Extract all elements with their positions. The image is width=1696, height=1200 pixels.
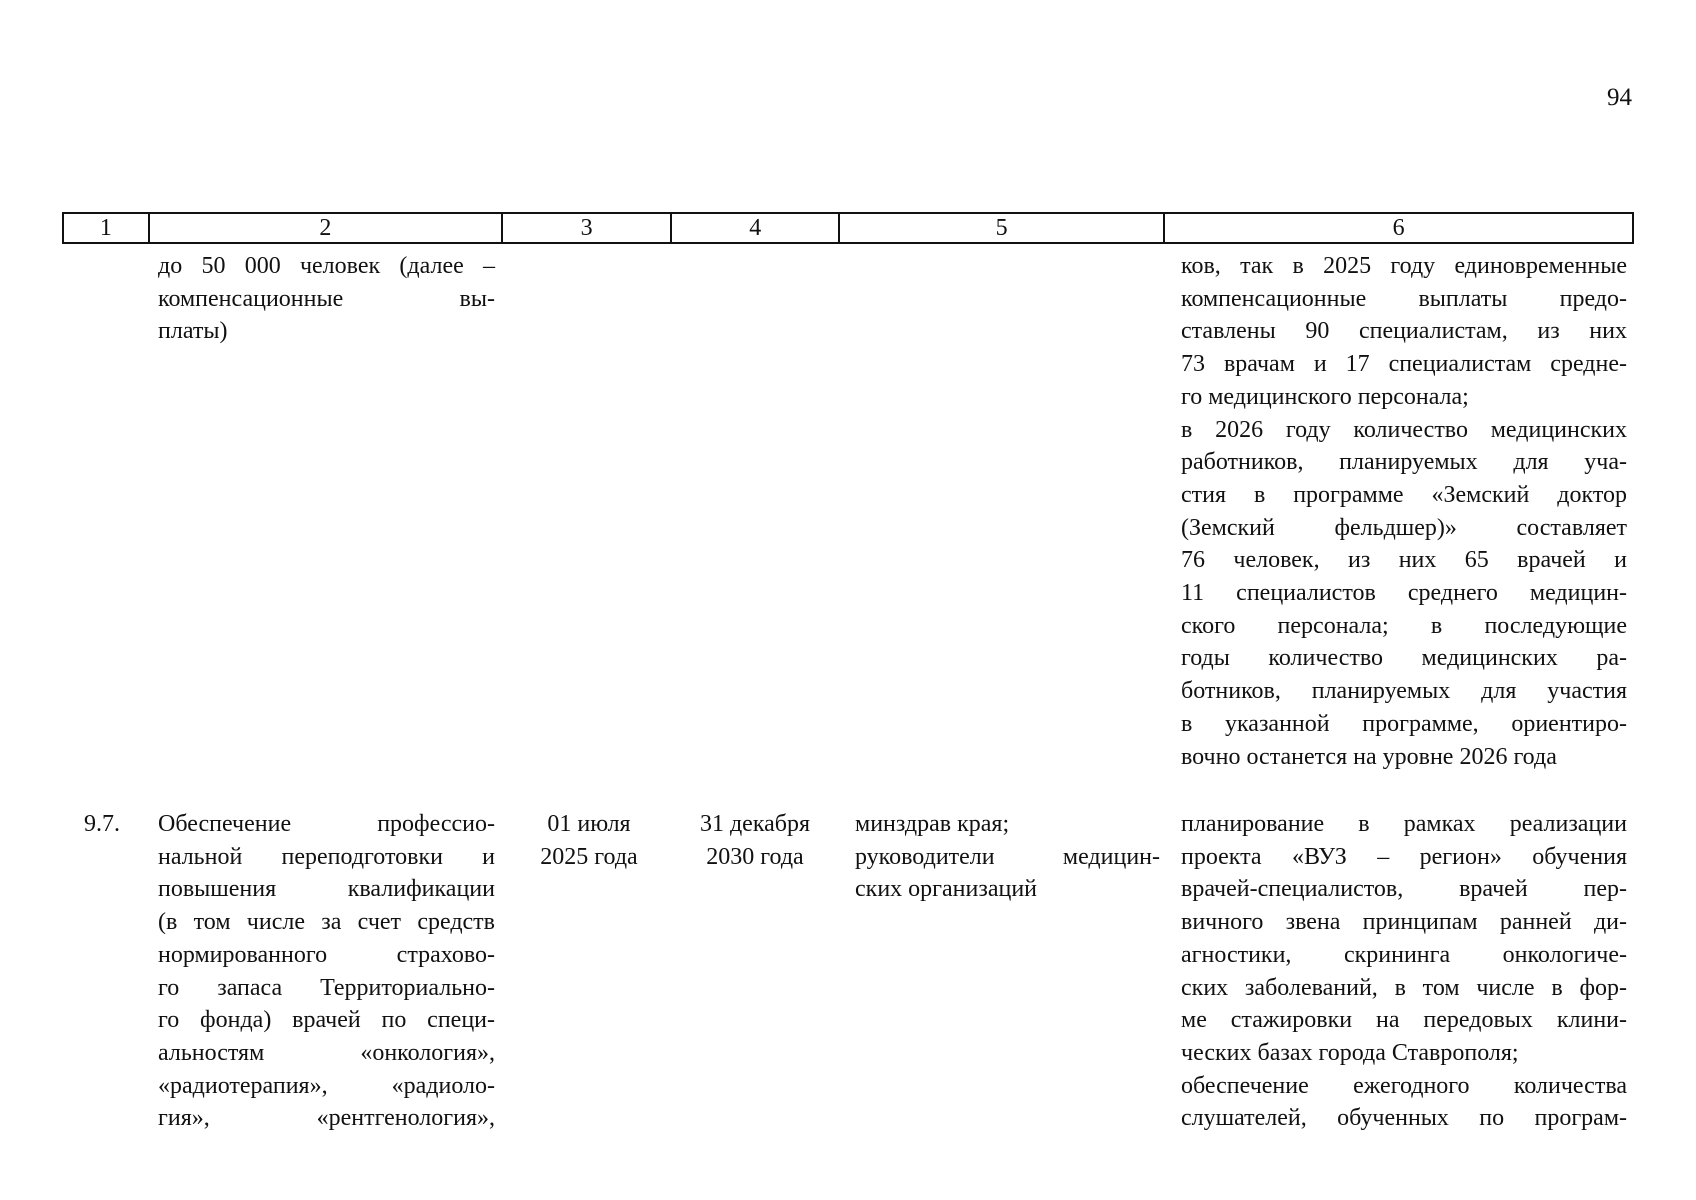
text-line: компенсационные выплаты предо- (1181, 285, 1627, 312)
text-line: вичного звена принципам ранней ди- (1181, 909, 1627, 936)
text-line: минздрав края; (855, 811, 1010, 837)
text-line: го запаса Территориально- (158, 974, 495, 1001)
header-col-3: 3 (503, 214, 673, 242)
text-line: ских организаций (855, 876, 1038, 903)
header-col-1: 1 (64, 214, 150, 242)
text-line: 31 декабря (699, 811, 811, 837)
text-line: планирование в рамках реализации (1181, 811, 1627, 837)
text-line: 2025 года (540, 843, 638, 870)
text-line: платы) (158, 318, 228, 345)
text-line: работников, планируемых для уча- (1181, 449, 1627, 476)
text-line: руководители медицин- (855, 843, 1160, 870)
text-line: слушателей, обученных по програм- (1181, 1105, 1627, 1132)
text-line: агностики, скрининга онкологиче- (1181, 941, 1627, 968)
text-line: ме стажировки на передовых клини- (1181, 1007, 1627, 1034)
text-line: Обеспечение профессио- (158, 811, 495, 837)
text-line: альностям «онкология», (158, 1039, 495, 1066)
row-number: 9.7. (84, 811, 120, 837)
text-line: «радиотерапия», «радиоло- (158, 1072, 495, 1099)
continuation-col2-text (158, 250, 495, 348)
text-line: гия», «рентгенология», (158, 1105, 495, 1132)
row-9-7-col6-text (1181, 808, 1627, 1135)
header-col-5: 5 (840, 214, 1165, 242)
continuation-col6-text (1181, 250, 1627, 773)
page-number: 94 (1607, 84, 1632, 111)
text-line: 11 специалистов среднего медицин- (1181, 580, 1627, 607)
text-line: го медицинского персонала; (1181, 383, 1469, 410)
text-line: нормированного страхово- (158, 941, 495, 968)
text-line: стия в программе «Земский доктор (1181, 481, 1627, 508)
text-line: (Земский фельдшер)» составляет (1181, 514, 1627, 541)
text-line: ботников, планируемых для участия (1181, 678, 1627, 705)
row-9-7-responsible (855, 808, 1160, 906)
row-9-7-end-date (680, 808, 830, 873)
text-line: до 50 000 человек (далее – (158, 253, 495, 279)
text-line: ского персонала; в последующие (1181, 612, 1627, 639)
text-line: ческих базах города Ставрополя; (1181, 1039, 1519, 1066)
row-9-7-col2-text (158, 808, 495, 1135)
text-line: го фонда) врачей по специ- (158, 1007, 495, 1034)
text-line: ских заболеваний, в том числе в фор- (1181, 974, 1627, 1001)
table-header-row (62, 212, 1634, 244)
header-col-6: 6 (1392, 215, 1405, 241)
text-line: обеспечение ежегодного количества (1181, 1072, 1627, 1099)
header-col-2: 2 (150, 214, 503, 242)
text-line: вочно останется на уровне 2026 года (1181, 743, 1557, 770)
row-9-7-start-date (514, 808, 664, 873)
text-line: ков, так в 2025 году единовременные (1181, 253, 1627, 279)
text-line: 2030 года (706, 843, 804, 870)
text-line: 01 июля (547, 811, 631, 837)
text-line: 73 врачам и 17 специалистам средне- (1181, 351, 1627, 378)
text-line: врачей-специалистов, врачей пер- (1181, 876, 1627, 903)
text-line: годы количество медицинских ра- (1181, 645, 1627, 672)
text-line: 76 человек, из них 65 врачей и (1181, 547, 1627, 574)
text-line: ставлены 90 специалистам, из них (1181, 318, 1627, 345)
text-line: нальной переподготовки и (158, 843, 495, 870)
text-line: (в том числе за счет средств (158, 909, 495, 936)
text-line: повышения квалификации (158, 876, 495, 903)
text-line: проекта «ВУЗ – регион» обучения (1181, 843, 1627, 870)
text-line: в указанной программе, ориентиро- (1181, 710, 1627, 737)
text-line: в 2026 году количество медицинских (1181, 416, 1627, 443)
text-line: компенсационные вы- (158, 285, 495, 312)
header-col-4: 4 (672, 214, 840, 242)
